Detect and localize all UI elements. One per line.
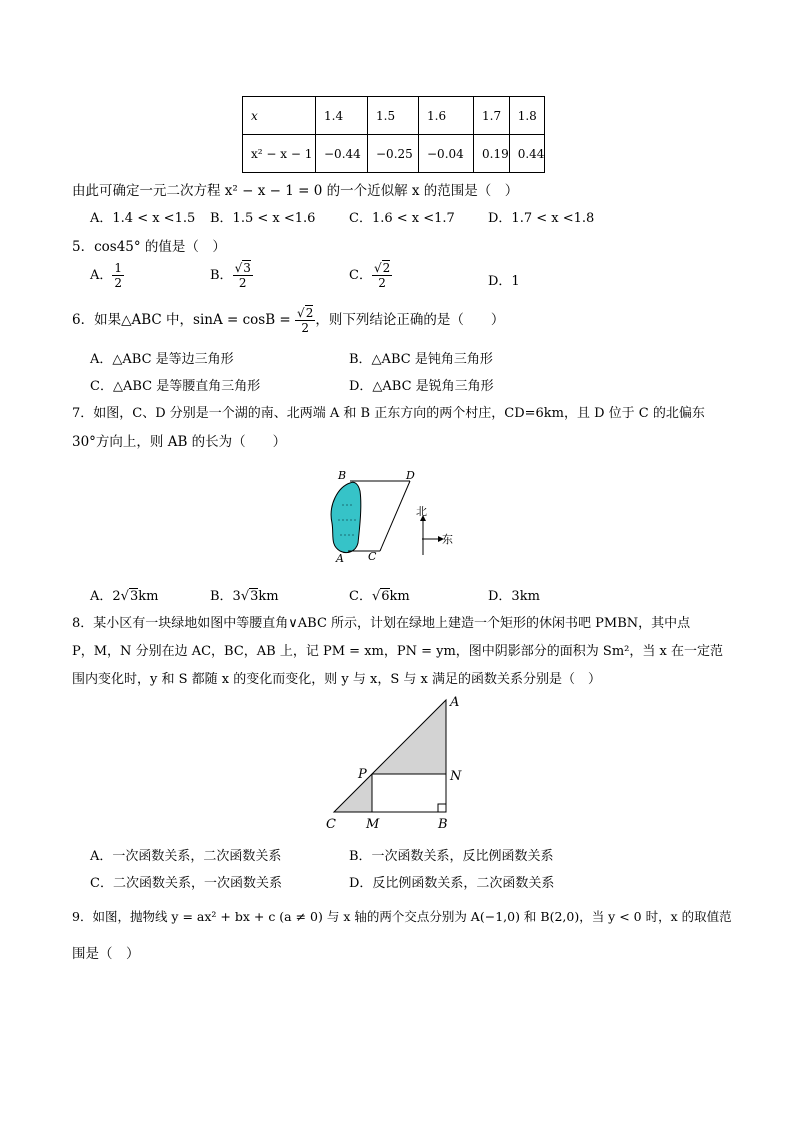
numerator: √2 (373, 261, 391, 275)
q7-figure (320, 465, 470, 565)
label-a: A (450, 695, 460, 710)
label-p: P (358, 767, 367, 782)
q6-option-c: C．△ABC 是等腰直角三角形 (90, 379, 261, 394)
value-table (242, 96, 545, 173)
q5-option-d: D．1 (488, 274, 520, 289)
table-cell: 1.4 (316, 97, 368, 135)
table-cell: x (243, 97, 316, 135)
denominator: 2 (378, 276, 386, 290)
radicand: 6 (381, 589, 390, 604)
q8-option-c: C．二次函数关系，一次函数关系 (90, 876, 282, 891)
table-row (243, 97, 545, 135)
q4-option-a: A．1.4 < x <1.5 (90, 211, 196, 226)
label-b: B (338, 469, 347, 482)
option-label: A．2 (90, 589, 121, 604)
denominator: 2 (301, 321, 310, 335)
table-row (243, 135, 545, 173)
table-cell: 1.8 (509, 97, 545, 135)
radicand: 2 (382, 261, 391, 275)
radicand: 3 (129, 589, 139, 604)
label-a: A (336, 552, 344, 565)
option-label: B． (210, 268, 233, 283)
denominator: 2 (114, 276, 123, 290)
numerator: √2 (297, 306, 314, 320)
radicand: 3 (250, 589, 259, 604)
label-n: N (450, 769, 462, 784)
q4-option-b: B．1.5 < x <1.6 (210, 211, 316, 226)
q5-stem: 5．cos45° 的值是（ ） (72, 239, 226, 255)
q4-option-d: D．1.7 < x <1.8 (488, 211, 595, 226)
label-north: 北 (416, 505, 427, 518)
q8-figure (322, 690, 472, 835)
table-cell: −0.25 (368, 135, 419, 173)
table-cell: 0.44 (509, 135, 545, 173)
option-label: A． (90, 268, 113, 283)
table-cell: 1.5 (368, 97, 419, 135)
table-cell: x² − x − 1 (243, 135, 316, 173)
q7-option-c: C．√6km (349, 589, 410, 604)
line-dc (380, 481, 410, 551)
rectangle-pmbn (372, 774, 446, 812)
fraction (112, 261, 124, 290)
table-cell: 0.19 (474, 135, 510, 173)
label-b: B (438, 817, 448, 832)
lake-shape (331, 482, 361, 552)
fraction (233, 261, 253, 290)
denominator: 2 (238, 276, 247, 290)
q8-option-b: B．一次函数关系，反比例函数关系 (349, 849, 554, 864)
q9-stem-line2: 围是（ ） (72, 946, 140, 962)
q7-option-b: B．3√3km (210, 589, 279, 604)
radicand: 2 (305, 306, 314, 320)
q8-option-d: D．反比例函数关系，二次函数关系 (349, 876, 555, 891)
q5-option-a (90, 261, 124, 290)
numerator: 1 (114, 261, 123, 275)
q7-stem-line2: 30°方向上，则 AB 的长为（ ） (72, 434, 287, 450)
q6-option-b: B．△ABC 是钝角三角形 (349, 352, 493, 367)
q7-stem-line1: 7．如图，C、D 分别是一个湖的南、北两端 A 和 B 正东方向的两个村庄，CD=6km，且 D 位于 C 的北偏东 (72, 406, 705, 421)
q8-stem-line1: 8．某小区有一块绿地如图中等腰直角∨ABC 所示，计划在绿地上建造一个矩形的休闲书吧 PMBN，其中点 (72, 616, 691, 631)
option-label: C． (349, 589, 372, 604)
label-d: D (406, 469, 415, 482)
label-east: 东 (442, 533, 453, 546)
q8-stem-line2: P，M，N 分别在边 AC，BC，AB 上，记 PM = xm，PN = ym，图中阴影部分的面积为 Sm²，当 x 在一定范 (72, 644, 723, 659)
q5-option-c (349, 261, 392, 290)
q5-option-b (210, 261, 253, 290)
q8-stem-line3: 围内变化时，y 和 S 都随 x 的变化而变化，则 y 与 x，S 与 x 满足的函数关系分别是（ ） (72, 672, 601, 687)
fraction (372, 261, 392, 290)
q9-stem-line1: 9．如图，抛物线 y = ax² + bx + c (a ≠ 0) 与 x 轴的两个交点分别为 A(−1,0) 和 B(2,0)，当 y < 0 时，x 的取值范 (72, 909, 732, 924)
table-cell: −0.04 (419, 135, 474, 173)
unit: km (389, 589, 410, 604)
option-label: B．3 (210, 589, 241, 604)
q7-option-d: D．3km (488, 589, 540, 604)
option-label: C． (349, 268, 372, 283)
q6-stem-part: 6．如果△ABC 中，sinA = cosB = (72, 312, 291, 328)
unit: km (138, 589, 159, 604)
q8-option-a: A．一次函数关系，二次函数关系 (90, 849, 282, 864)
q7-option-a: A．2√3km (90, 589, 159, 604)
label-c: C (326, 817, 336, 832)
q4-option-c: C．1.6 < x <1.7 (349, 211, 455, 226)
table-cell: −0.44 (316, 135, 368, 173)
label-m: M (366, 817, 380, 832)
q6-option-d: D．△ABC 是锐角三角形 (349, 379, 494, 394)
table-cell: 1.7 (474, 97, 510, 135)
label-c: C (368, 550, 377, 563)
table-cell: 1.6 (419, 97, 474, 135)
q4-stem: 由此可确定一元二次方程 x² − x − 1 = 0 的一个近似解 x 的范围是（ ） (72, 183, 519, 199)
q6-stem (72, 306, 504, 335)
radicand: 3 (243, 261, 251, 275)
q6-option-a: A．△ABC 是等边三角形 (90, 352, 234, 367)
unit: km (258, 589, 279, 604)
fraction (295, 306, 315, 335)
q6-stem-part: ，则下列结论正确的是（ ） (315, 312, 505, 328)
numerator: √3 (234, 261, 251, 275)
